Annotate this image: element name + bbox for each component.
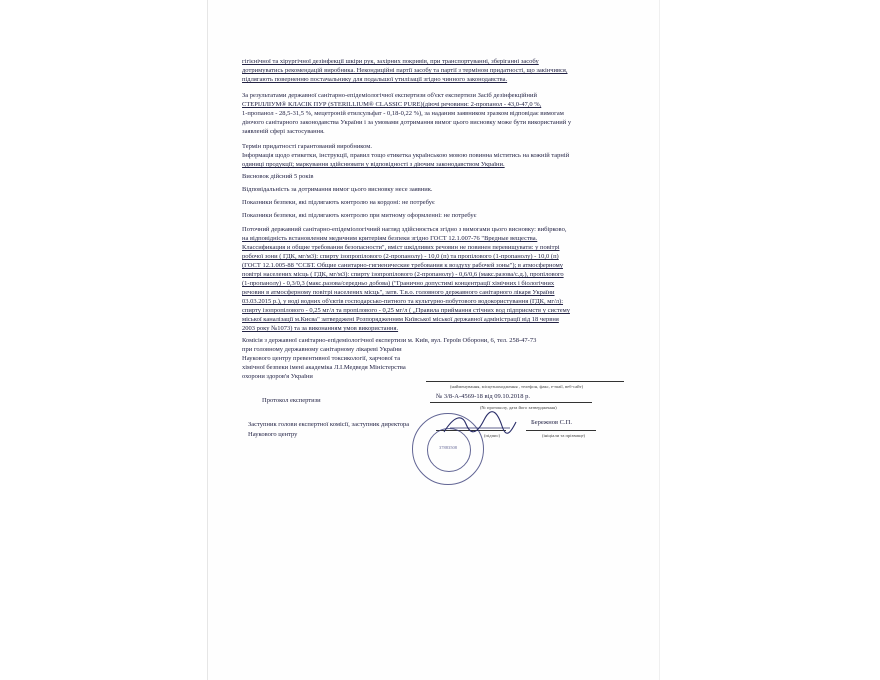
field-note: (підпис) — [484, 433, 501, 438]
text-line: гігієнічної та хірургічної дезінфекції шкіри рук, захірних покривів, при транспортуванні, зберіганні засобу — [242, 58, 539, 65]
text-line: СТЕРІЛЛІУМ® КЛАСІК ПУР (STERILLIUM® CLASSIC PURE)(діючі речовини: 2-пропанол - 43,0-47,0 %, — [242, 101, 542, 108]
field-note: (найменування, місцезнаходження , телефон, факс, e-mail, веб-сайт) — [450, 384, 584, 389]
name-line — [526, 430, 596, 431]
text-line: дотримуватись рекомендацій виробника. Некондиційні партії засобу та партії з терміном придатності, що закінчився, — [242, 67, 568, 74]
protocol-label: Протокол експертизи — [262, 397, 321, 404]
text-line: хімічної безпеки імені академіка Л.І.Медведя Міністерства — [242, 364, 406, 371]
text-line: Відповідальність за дотримання вимог цього висновку несе заявник. — [242, 186, 433, 193]
field-note: (№ протоколу, дата його затвердження) — [480, 405, 557, 410]
text-line: Наукового центру превентивної токсикології, харчової та — [242, 355, 401, 362]
text-line: 03.03.2015 р.), у воді водних об'єктів господарсько-питного та культурно-побутового водокористування (ГДК, мг/л): — [242, 298, 564, 305]
signatory-name: Бережнов С.П. — [531, 419, 572, 426]
text-line: спирту ізопропілового - 0,25 мг/л та пропілового - 0,25 мг/л ( „Правила приймання стічних вод підприємств у систему — [242, 307, 570, 314]
text-line: повітрі населених місць ( ГДК, мг/м3): спирту ізопропілового (2-пропанолу) - 0,6/0,6 (макс.разова/с.д.), пропілового — [242, 271, 564, 278]
underline-rule — [426, 381, 624, 382]
text-line: Показники безпеки, які підлягають контролю на кордоні: не потребує — [242, 199, 435, 206]
text-line: Показники безпеки, які підлягають контролю при митному оформленні: не потребує — [242, 212, 477, 219]
handwritten-signature — [440, 410, 520, 440]
text-line: робочої зони ( ГДК, мг/м3): спирту ізопропілового (2-пропанолу) - 10,0 (п) та пропілового (1-пропанолу) - 10,0 (п) — [242, 253, 559, 260]
text-line: 2003 року №1073) та за виконанням умов використання. — [242, 325, 399, 332]
text-line: міської каналізації м.Києва" затверджені Розпорядженням Київської міської державної адміністрації від 18 червня — [242, 316, 559, 323]
protocol-number: № 3/8-А-4569-18 від 09.10.2018 р. — [436, 393, 531, 400]
text-line: (ГОСТ 12.1.005-88 "ССБТ. Общие санитарно-гигиенические требования к воздуху рабочей зоны"); в атмосферному — [242, 262, 563, 269]
seal-code: 37883508 — [439, 445, 457, 450]
signatory-position: Наукового центру — [248, 431, 298, 438]
text-line: охорони здоров'я України — [242, 373, 313, 380]
field-note: (ініціали та прізвище) — [542, 433, 586, 438]
text-line: Інформація щодо етикетки, інструкції, правил тощо етикетка українською мовою повинна міститись на кожній тарній — [242, 152, 570, 159]
underline-rule — [430, 402, 592, 403]
signatory-position: Заступник голови експертної комісії, заступник директора — [248, 421, 410, 428]
text-line: речовин в атмосферному повітрі населених місць", затв. Т.в.о. головного державного санітарного лікаря України — [242, 289, 555, 296]
text-line: За результатами державної санітарно-епідеміологічної експертизи об'єкт експертизи Засіб дезінфекційний — [242, 92, 537, 99]
text-line: Поточний державний санітарно-епідеміологічний нагляд здійснюється згідно з вимогами цього висновку: вибірково, — [242, 226, 567, 233]
text-line: Висновок дійсний 5 років — [242, 173, 314, 180]
text-line: 1-пропанол - 28,5-31,5 %, мецетроній етилсульфат - 0,18-0,22 %), за наданим заявником зразком відповідає вимогам — [242, 110, 564, 117]
text-line: діючого санітарного законодавства України і за умовами дотримання вимог цього висновку може бути використаний у — [242, 119, 572, 126]
text-line: на відповідність встановленим медичним критеріям безпеки згідно ГОСТ 12.1.007-76 "Вредные вещества. — [242, 235, 538, 242]
text-line: Классификация и общие требования безопасности", вміст шкідливих речовин не повинен перевищувати: у повітрі — [242, 244, 560, 251]
text-line: заявленій сфері застосування. — [242, 128, 325, 135]
text-line: Термін придатності гарантований виробником. — [242, 143, 373, 150]
text-line: підлягають поверненню постачальнику для подальшої утилізації згідно чинного законодавства. — [242, 76, 508, 83]
text-line: Комісія з державної санітарно-епідеміологічної експертизи м. Київ, вул. Героїв Оборони, 6, тел. 258-47-73 — [242, 337, 537, 344]
text-line: одиниці продукції; маркування здійснювати у відповідності з діючим законодавством України. — [242, 161, 505, 168]
text-line: при головному державному санітарному лікареві України — [242, 346, 402, 353]
text-line: (1-пропанолу) - 0,3/0,3 (макс.разова/середньо добова) ("Гранично допустимі концентрації хімічних і біологічних — [242, 280, 555, 287]
